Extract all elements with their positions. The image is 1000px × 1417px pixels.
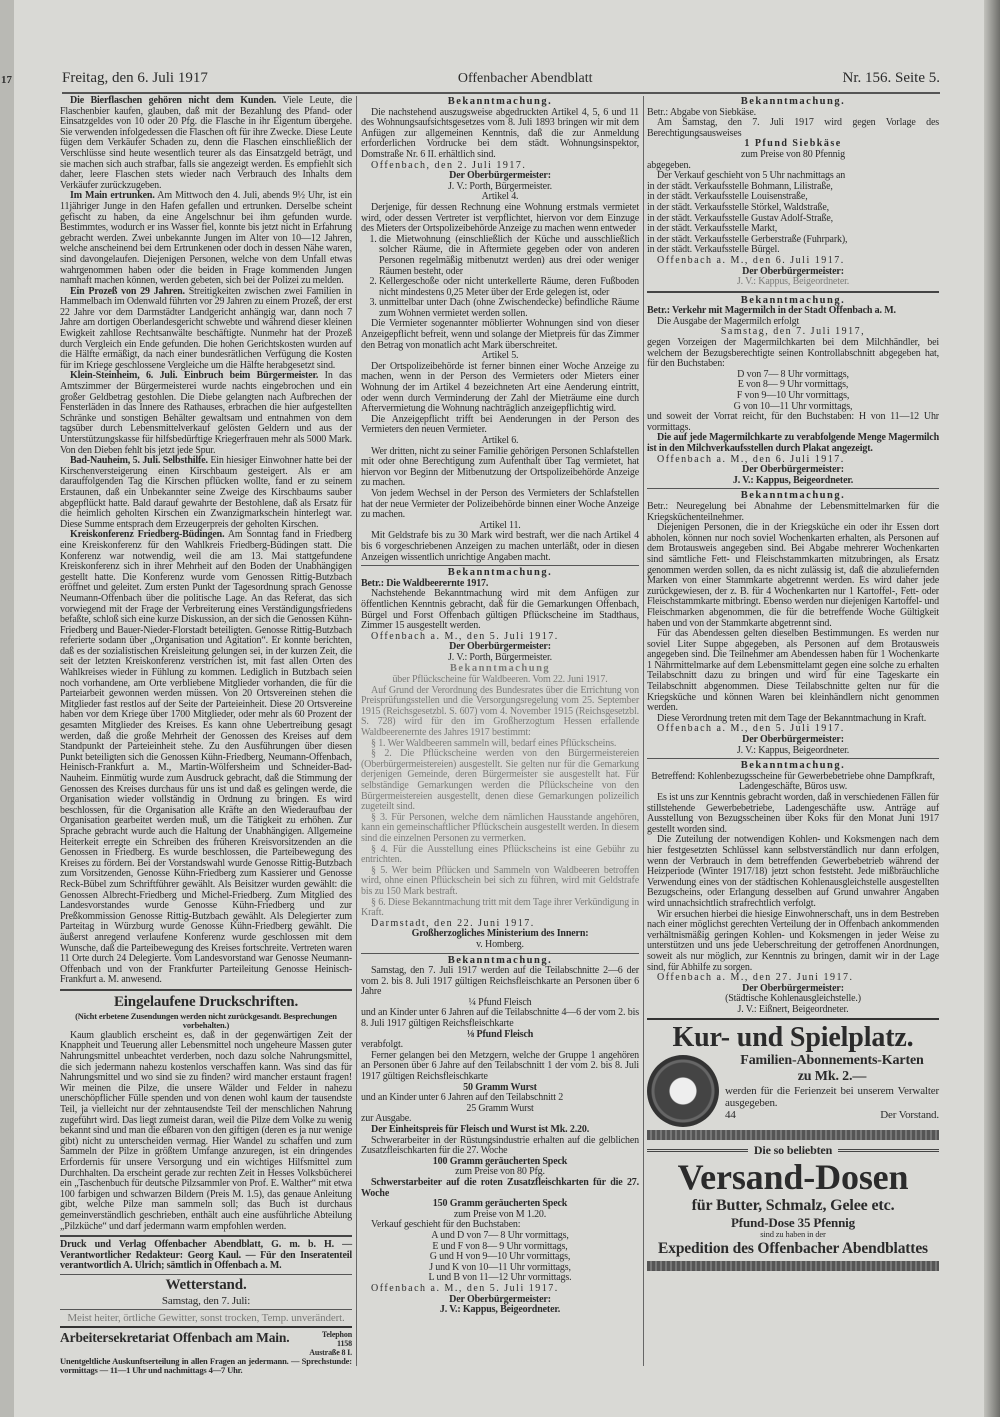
- weather-date: Samstag, den 7. Juli:: [161, 1294, 251, 1307]
- article-text: Kaum glaublich erscheint es, daß in der gegenwärtigen Zeit der Knappheit und Teuerung aller Lebensmittel noch ungeheure Massen guter Nahrungsmittel unbeachtet verderben, noch dazu solche Nahrungsmittel, die sich jedermann nahezu kostenlos verschaffen kann. Was sind das für Nahrungsmittel und wo sind sie zu finden? wird mancher erstaunt fragen! Wir meinen die Pilze, die unsere Wälder und Felder in nahezu unerschöpflicher Fülle spenden und von denen wohl kaum der tausendste Teil, ja vielleicht nur der zehntausendste Teil der menschlichen Nahrung zugeführt wird. Das liegt zumeist daran, weil die Pilze dem Volke zu wenig bekannt sind und man die eßbaren von den giftigen (deren es ja nur wenige gibt) nicht zu unterscheiden vermag. Hier Wandel zu schaffen und zum Sammeln der Pilze in größtem Umfange anzuregen, ist ein dringendes Erfordernis für unsere Versorgung und ein wichtiges Hilfsmittel zum Durchhalten. Da erscheint gerade zur rechten Zeit in Hesses Volksbücherei ein „Taschenbuch für deutsche Pilzsammler von Prof. E. Walther“ mit etwa 100 farbigen und schwarzen Bildern (Preis M. 1.5), das genaue Anleitung gibt, welche Pilze man sammeln soll; das Buch ist durchaus gemeinverständlich geschrieben, enthält auch eine ausführliche Abteilung „Pilzküche“ und darf jedermann warm empfohlen werden.: [60, 1029, 352, 1232]
- notice-text: Der Verkauf geschieht von 5 Uhr nachmittags an: [657, 170, 846, 182]
- schedule-line: J und K von 10—11 Uhr vormittags,: [429, 1261, 571, 1273]
- article-lead: Klein-Steinheim, 6. Juli. Einbruch beim Bürgermeister.: [70, 370, 319, 382]
- notice-place-date: Darmstadt, den 22. Juni 1917.: [371, 917, 535, 929]
- notice-signer: J. V.: Kappus, Beigeordneter.: [732, 474, 854, 486]
- column-notices-and-ads: [647, 96, 939, 1274]
- ad-price: Pfund-Dose 35 Pfennig: [731, 1215, 855, 1231]
- article-lead: Die Bierflaschen gehören nicht dem Kunden.: [70, 95, 277, 106]
- notice-text: Am Samstag, den 7. Juli 1917 wird gegen Vorlage des Berechtigungsausweises: [647, 117, 939, 139]
- notice-subject: Betr.: Die Waldbeerernte 1917.: [361, 577, 489, 589]
- notice-text: Nachstehende Bekanntmachung wird mit dem Anfügen zur öffentlichen Kenntnis gebracht, daß für die Gemarkungen Offenbach, Bürgel und Forst Offenbach gültigen Pflückscheine im Stadthaus, Zimmer 15 ausgestellt werden.: [361, 588, 639, 632]
- notice-text: Es ist uns zur Kenntnis gebracht worden, daß in verschiedenen Fällen für stillstehende Gewerbebetriebe, Ladengeschäfte usw. Anträge auf Ausstellung von Bezugsscheinen über Koks für den Monat Juni 1917 gestellt worden sind.: [647, 792, 939, 835]
- notice-title: Bekanntmachung.: [740, 96, 846, 107]
- notice-office: Der Oberbürgermeister:: [742, 265, 844, 277]
- list-item: 3. unmittelbar unter Dach (ohne Zwischendecke) befindliche Räume zum Wohnen vermietet werden sollen.: [379, 298, 639, 319]
- ration-price: zum Preise von 80 Pfennig: [740, 148, 845, 160]
- notice-text: Wer dritten, nicht zu seiner Familie gehörigen Personen Schlafstellen mit oder ohne Berechtigung zum Aufenthalt über Tag vermietet, hat hiervon vor Beginn der Mitbenutzung der Ortspolizeibehörde Anzeige zu machen.: [361, 445, 639, 489]
- ad-price: zu Mk. 2.—: [797, 1069, 867, 1085]
- previous-page-edge: [0, 0, 15, 1417]
- notice-signer: v. Homberg.: [476, 938, 524, 950]
- previous-page-number: 17: [1, 74, 12, 86]
- notice-office: Der Oberbürgermeister:: [449, 1293, 551, 1305]
- ration-amount: 50 Gramm Wurst: [463, 1081, 537, 1093]
- issue-page-number: Nr. 156. Seite 5.: [842, 70, 940, 86]
- notice-text: Verkauf geschieht für den Buchstaben:: [371, 1219, 521, 1231]
- notice-title: Bekanntmachung.: [447, 567, 553, 579]
- article-number: Artikel 11.: [479, 519, 521, 531]
- notice-text: Die auf jede Magermilchkarte zu verabfolgende Menge Magermilch ist in den Milchverkaufsstellen durch Plakat angezeigt.: [647, 432, 939, 454]
- ad-kur-und-spielplatz: [647, 1018, 939, 1140]
- schedule-line: D von 7— 8 Uhr vormittags,: [737, 368, 849, 380]
- book-binding-edge: [984, 0, 1000, 1417]
- article-text: Am Mittwoch den 4. Juli, abends 9½ Uhr, ist ein 11jähriger Junge in den Hafen gefallen und ertrunken. Derselbe scheint gefischt zu haben, da eine Angelschnur bei ihm gefunden wurde. Bestimmtes, wodurch er ins Wasser fiel, konnte bis jetzt nicht in Erfahrung gebracht werden. Zwei unbekannte Jungen im Alter von 10—12 Jahren, welche anscheinend bei dem Ertrunkenen oder doch in dessen Nähe waren, sind davongelaufen. Diejenigen Personen, welche von dem Unfall etwas wahrgenommen haben oder die beiden in Frage kommenden Jungen namhaft machen können, werden gebeten, sich bei der Polizei zu melden.: [60, 190, 352, 287]
- notice-title: Bekanntmachung.: [740, 490, 846, 502]
- double-rule: [647, 1149, 748, 1152]
- column-announcements: [361, 96, 639, 1316]
- notice-signer: J. V.: Kappus, Beigeordneter.: [439, 1304, 561, 1316]
- column-divider: [643, 96, 644, 1366]
- article-lead: Bad-Nauheim, 5. Juli. Selbsthilfe.: [70, 455, 208, 467]
- notice-subject: Betr.: Abgabe von Siebkäse.: [647, 106, 756, 118]
- notice-title: Bekanntmachung.: [447, 96, 553, 107]
- schedule-line: A und D von 7— 8 Uhr vormittags,: [431, 1229, 569, 1241]
- ad-subtitle: Familien-Abonnements-Karten: [740, 1053, 924, 1069]
- ration-price: zum Preise von 80 Pfg.: [455, 1166, 545, 1178]
- notice-text: Die Ausgabe der Magermilch erfolgt: [657, 315, 800, 327]
- notice-text: Auf Grund der Verordnung des Bundesrates über die Errichtung von Preisprüfungsstellen und die Versorgungsregelung vom 25. September 1915 (Reichsgesetzbl. S. 607) vom 4. November 1915 (Reichsgesetzbl. S. 728) wird für den im Großherzogtum Hessen erfallende Waldbeerenernte des Jahres 1917 bestimmt:: [361, 684, 639, 739]
- ad-arbeitersekretariat: [60, 1326, 352, 1376]
- notice-signer: J. V.: Eißnert, Beigeordneter.: [737, 1003, 849, 1015]
- notice-text: zur Ausgabe.: [361, 1113, 412, 1125]
- notice-office: Der Oberbürgermeister:: [449, 170, 551, 182]
- ad-text: Unentgeltliche Auskunftserteilung in allen Fragen an jedermann. — Sprechstunde: vormittags — 11—1 Uhr und nachmittags 4—7 Uhr.: [60, 1355, 352, 1376]
- issue-date: Freitag, den 6. Juli 1917: [62, 70, 208, 86]
- notice-subject: Betr.: Verkehr mit Magermilch in der Stadt Offenbach a. M.: [647, 305, 896, 317]
- divider: [361, 953, 639, 954]
- ad-text: werden für die Ferienzeit bei unserem Verwalter ausgegeben.: [725, 1085, 939, 1110]
- article: [60, 456, 352, 530]
- article: [60, 287, 352, 372]
- weather-title: Wetterstand.: [165, 1276, 247, 1293]
- notice-text: gegen Vorzeigen der Magermilchkarten bei dem Milchhändler, bei welchem der Bezugsberechtigte seinen Kontrollabschnitt abgegeben hat, für den Buchstaben:: [647, 337, 939, 370]
- notice-text: Für das Abendessen gelten dieselben Bestimmungen. Es werden nur soviel Liter Suppe abgegeben, als Personen auf dem Brotausweis angegeben sind. Die Teilnehmer am Abendessen haben für 1 Wochenkarte 1 Nährmittelmarke auf dem Lebensmittelamt gegen eine solche zu erhalten Teilabschnitt dazu zu bringen und wird für eine Tageskarte ein Teilabschnitt abgenommen. Diese Teilabschnitte gelten nur für die Kriegsküche und können Waren bei kleinhändlern nicht genommen werden.: [647, 628, 939, 714]
- ad-text: sind zu haben in der: [760, 1229, 826, 1240]
- divider: [60, 1309, 352, 1310]
- schedule-line: F von 9—10 Uhr vormittags,: [736, 390, 850, 402]
- notice-text: Die Anzeigepflicht trifft bei Aenderungen in der Person des Vermieters den neuen Vermieter.: [361, 413, 639, 436]
- paragraph-item: § 3. Für Personen, welche dem nämlichen Hausstande angehören, kann ein gemeinschaftlicher Pflückschein ausgestellt werden. In diesem sind die einzelnen Personen zu vermerken.: [361, 811, 639, 844]
- notice-text: Mit Geldstrafe bis zu 30 Mark wird bestraft, wer die nach Artikel 4 bis 6 vorgeschriebenen Anzeigen zu machen unterläßt, oder in diesen Anzeigen wissentlich unrichtige Angaben macht.: [361, 530, 639, 563]
- article-lead: Ein Prozeß von 29 Jahren.: [70, 285, 185, 297]
- weather-forecast: Meist heiter, örtliche Gewitter, sonst trocken, Temp. unverändert.: [67, 1311, 345, 1324]
- ration-amount: 1 Pfund Siebkäse: [744, 138, 842, 150]
- notice-faded: [361, 664, 639, 918]
- unit-price: Der Einheitspreis für Fleisch und Wurst ist Mk. 2.20.: [371, 1124, 590, 1135]
- notice-place-date: Offenbach, den 2. Juli 1917.: [371, 159, 527, 171]
- column-divider: [356, 96, 357, 1366]
- paragraph-item: § 1. Wer Waldbeeren sammeln will, bedarf eines Pflückscheins.: [371, 737, 617, 749]
- notice-text: und an Kinder unter 6 Jahren auf den Teilabschnitt 2: [361, 1092, 564, 1104]
- article-lead: Kreiskonferenz Friedberg-Büdingen.: [70, 529, 225, 541]
- article: [60, 96, 352, 191]
- notice-text: abgegeben.: [647, 159, 691, 171]
- notice-place-date: Offenbach a. M., den 5. Juli 1917.: [657, 723, 845, 735]
- article: [60, 191, 352, 286]
- notice-date: Samstag, den 7. Juli 1917,: [720, 326, 866, 338]
- schedule-line: G und H von 9—10 Uhr vormittags,: [429, 1251, 571, 1263]
- notice-text: Schwerarbeiter in der Rüstungsindustrie erhalten auf die gelblichen Zusatzfleischkarten für die 27. Woche: [361, 1134, 639, 1157]
- paragraph-item: § 5. Wer beim Pflücken und Sammeln von Waldbeeren betroffen wird, ohne einen Pflückschein bei sich zu führen, wird mit Geldstrafe bis zu 150 Mark bestraft.: [361, 864, 639, 897]
- section-title: Eingelaufene Druckschriften.: [113, 993, 299, 1010]
- shop-line: in der städt. Verkaufsstelle Louisenstraße,: [647, 191, 808, 203]
- shop-line: in der städt. Verkaufsstelle Markt,: [647, 223, 778, 235]
- notice-text: und an Kinder unter 6 Jahren auf die Teilabschnitte 4—6 der vom 2. bis 8. Juli 1917 gültigen Reichsfleischkarte: [361, 1007, 639, 1030]
- notice-text: Schwerstarbeiter auf die roten Zusatzfleischkarten für die 27. Woche: [361, 1176, 639, 1199]
- schedule-line: L und B von 11—12 Uhr vormittags.: [428, 1272, 572, 1284]
- schedule-line: G von 10—11 Uhr vormittags,: [733, 400, 853, 412]
- newspaper-title: Offenbacher Abendblatt: [457, 71, 593, 86]
- divider: [361, 565, 639, 566]
- ad-pretitle: Die so beliebten: [753, 1143, 833, 1158]
- notice-subject: Betr.: Neuregelung bei Abnahme der Lebensmittelmarken für die Kriegsküchenteilnehmer.: [647, 500, 939, 523]
- schedule-line: E von 8— 9 Uhr vormittags,: [737, 379, 849, 391]
- ration-amount: ¼ Pfund Fleisch: [468, 996, 532, 1008]
- notice-text: Die Zuteilung der notwendigen Kohlen- und Koksmengen nach dem hier festgesetzten Schlüssel kann selbstverständlich nur dann erfolgen, wenn der Verbrauch in dem betreffenden Gewerbebetrieb während der Heizperiode (Winter 1917/18) jetzt schon feststeht. Jede mißbräuchliche Verwendung eines von der städtischen Kohlenausgleichstelle ausgestellten Bezugscheins, oder Erlangung desselben auf Grund unwahrer Angaben wird unnachsichtlich strafrechtlich verfolgt.: [647, 834, 939, 909]
- notice-text: Die Vermieter sogenannter möblierter Wohnungen sind von dieser Anzeigepflicht befreit, wenn und solange der Mietpreis für das Zimmer den Betrag von monatlich acht Mark überschreitet.: [361, 318, 639, 351]
- ad-title: Versand-Dosen: [677, 1157, 909, 1198]
- ration-amount: 150 Gramm geräucherten Speck: [432, 1198, 568, 1210]
- notice-place-date: Offenbach a. M., den 6. Juli 1917.: [657, 453, 845, 465]
- section-note: (Nicht erbetene Zusendungen werden nicht zurückgesandt. Besprechungen vorbehalten.): [75, 1010, 337, 1031]
- notice-title: Bekanntmachung.: [740, 760, 846, 772]
- notice-place-date: Offenbach a. M., den 27. Juni 1917.: [657, 972, 854, 984]
- notice-place-date: Offenbach a. M., den 5. Juli 1917.: [371, 630, 559, 642]
- notice-text: Ferner gelangen bei den Metzgern, welche der Gruppe 1 angehören an Personen über 6 Jahre auf den Teilabschnitt 1 der vom 2. bis 8. Juli 1917 gültigen Reichsfleischkarte: [361, 1049, 639, 1083]
- divider: [60, 1235, 352, 1237]
- notice-signer: J. V.: Kappus, Beigeordneter.: [736, 276, 850, 288]
- masthead: [62, 70, 940, 90]
- notice-text: Von jedem Wechsel in der Person des Vermieters der Schlafstellen hat der neue Vermieter der Polizeibehörde binnen einer Woche Anzeige zu machen.: [361, 487, 639, 521]
- ad-versand-dosen: [647, 1143, 939, 1271]
- notice-place-date: Offenbach a. M., den 6. Juli 1917.: [657, 254, 845, 266]
- article-number: Artikel 6.: [481, 435, 519, 446]
- shop-line: in der städt. Verkaufsstelle Gerberstraße (Fuhrpark),: [647, 233, 848, 245]
- paragraph-item: § 6. Diese Bekanntmachung tritt mit dem Tage ihrer Verkündigung in Kraft.: [361, 896, 639, 919]
- notice-office: Der Oberbürgermeister:: [449, 641, 551, 653]
- masthead-rule: [62, 92, 940, 94]
- article-text: In das Amtszimmer der Bürgermeisterei wurde nachts eingebrochen und ein großer Geldbetrag gestohlen. Die Diebe gelangten nach Aufbrechen der Fensterläden in das Innere des Rathauses, erbrachen die hier aufgestellten Schränke und sonstigen Behälter gewaltsam und entnahmen von dem tagsüber durch Lebensmittelverkauf gelösten Geldern und aus der Unterstützungskasse für hilfsbedürftige Kriegerfrauen mehr als 5000 Mark. Von den Dieben fehlt bis jetzt jede Spur.: [60, 370, 352, 456]
- divider: [60, 989, 352, 991]
- notice-text: verabfolgt.: [361, 1039, 403, 1051]
- notice-signer: J. V.: Kappus, Beigeordneter.: [736, 744, 850, 756]
- divider: [60, 1274, 352, 1275]
- double-rule: [838, 1149, 939, 1152]
- shop-line: in der städt. Verkaufsstelle Störkel, Waldstraße,: [647, 201, 829, 213]
- notice-signer: J. V.: Porth, Bürgermeister.: [448, 180, 552, 192]
- notice-subject: Betreffend: Kohlenbezugsscheine für Gewerbebetriebe ohne Dampfkraft, Ladengeschäfte, Büros usw.: [651, 770, 935, 793]
- notice-text: Der Ortspolizeibehörde ist ferner binnen einer Woche Anzeige zu machen, wenn in der Person des Vermieters oder Mieters einer Wohnung der im Artikel 4 bezeichneten Art eine Aenderung eintritt, oder wenn durch Verminderung der Zahl der Mieträume eine durch Aftervermietung die Wohnung nachträglich anzeigepflichtig wird.: [361, 360, 639, 415]
- divider: [647, 488, 939, 489]
- article-text: Streitigkeiten zwischen zwei Familien in Hammelbach im Odenwald führten vor 29 Jahren zu einem Prozeß, der erst 22 Jahre vor dem Darmstädter Landgericht anhängig war, dann noch 7 Jahre am dortigen Oberlandesgericht schwebte und während dieser kleinen Ewigkeit zahllose Rechtsanwälte beschäftigte. Nunmehr hat der Prozeß durch Vergleich ein Ende gefunden. Die hohen Gerichtskosten wurden auf die Hälfte ermäßigt, da nach einer bundesrätlichen Verfügung die Kosten für im Kriege geschlossene Vergleiche um die Hälfte herabgesetzt sind.: [60, 285, 352, 371]
- article: [60, 530, 352, 986]
- schedule-line: E und F von 8— 9 Uhr vormittags,: [432, 1240, 568, 1252]
- article-number: Artikel 4.: [481, 191, 519, 203]
- shop-line: in der städt. Verkaufsstelle Bohmann, Lilistraße,: [647, 180, 833, 192]
- ad-reference-number: 44: [725, 1109, 736, 1122]
- ad-title: Arbeitersekretariat Offenbach am Main.: [60, 1329, 290, 1345]
- article-list: [361, 235, 639, 320]
- shop-line: in der städt. Verkaufsstelle Gustav Adolf-Straße,: [647, 212, 834, 224]
- ad-sender: Der Vorstand.: [880, 1109, 939, 1122]
- column-local-news: [60, 96, 352, 1376]
- notice-text: Diejenigen Personen, die in der Kriegsküche ein oder ihr Essen dort abholen, können nur noch soviel Wochenkarten erhalten, als Personen auf dem Brotausweis angegeben sind. Bei Abgabe mehrerer Wochenkarten sind sämtliche Fett- und Fleischstammkarten mitzubringen, als Ersatz genommen werden sollen, da es nicht zulässig ist, daß die abzuliefernden Marken von einer Stammkarte abgetrennt werden. Es wird daher jede zurückgewiesen, der z. B. für 4 Wochenkarten nur 1 Kartoffel-, Fett- oder Fleischstammkarte mitbringt. Ebenso werden nur diejenigen Kartoffel- und Fleischmarken abgenommen, die für die betreffende Woche Gültigkeit haben und von der Stammkarte abgetrennt sind.: [647, 522, 939, 629]
- notice-office: Der Oberbürgermeister:: [742, 734, 844, 746]
- shop-line: in der städt. Verkaufsstelle Bürgel.: [647, 244, 780, 256]
- notice-place-date: Offenbach a. M., den 5. Juli 1917.: [371, 1282, 559, 1294]
- imprint: Druck und Verlag Offenbacher Abendblatt, G. m. b. H. — Verantwortlicher Redakteur: Georg Kaul. — Für den Inseratenteil verantwortlich A. Ulrich; sämtlich in Offenbach a. M.: [60, 1239, 352, 1272]
- notice-title: Bekanntmachung: [449, 663, 551, 675]
- article-text: Ein hiesiger Einwohner hatte bei der Kirschenversteigerung einen Kirschbaum gesteigert. Als er am darauffolgenden Tag die Kirschen pflücken wollte, fand er zu seinem Erstaunen, daß ein Unbekannter seine Zweige des Kirschbaums sauber abgepflückt hatte. Bald darauf gewahrte der Bestohlene, daß als Ersatz für die heimlich geholten Kirschen ein Zwanzigmarkschein hinterlegt war. Diese Summe entsprach dem Erzeugerpreis der geholten Kirschen.: [60, 455, 352, 530]
- ration-amount: 25 Gramm Wurst: [466, 1102, 534, 1114]
- seal-emblem-icon: [647, 1055, 719, 1127]
- notice-signer: J. V.: Porth, Bürgermeister.: [448, 651, 552, 663]
- article-lead: Im Main ertrunken.: [70, 190, 155, 202]
- article-number: Artikel 5.: [481, 350, 519, 362]
- notice-text: Die nachstehend auszugsweise abgedruckten Artikel 4, 5, 6 und 11 des Wohnungsaufsichtsgesetzes vom 8. Juli 1893 bringen wir mit dem Anfügen zur allgemeinen Kenntnis, daß die zur Anmeldung erforderlichen Vordrucke bei dem städt. Wohnungsinspektor, Domstraße Nr. 6 II. erhältlich sind.: [361, 106, 639, 160]
- notice-title: Bekanntmachung.: [740, 294, 846, 306]
- notice-text: Derjenige, für dessen Rechnung eine Wohnung erstmals vermietet wird, oder dessen Vertreter ist verpflichtet, hiervon vor dem Einzuge des Mieters der Ortspolizeibehörde Anzeige zu machen wenn entweder: [361, 201, 639, 235]
- decorative-bar: [647, 1261, 939, 1271]
- notice-text: Wir ersuchen hierbei die hiesige Einwohnerschaft, uns in dem Bestreben nach einer möglichst gerechten Verteilung der in Offenbach ankommenden verhältnismäßig geringen Kohlen- und Koksmengen in jeder Weise zu unterstützen und uns jede Ueberschreitung der getroffenen Anordnungen, soweit als nur möglich, zur Kenntnis zu bringen, damit wir in der Lage sind, für Abhilfe zu sorgen.: [647, 908, 939, 973]
- notice-text: und soweit der Vorrat reicht, für den Buchstaben: H von 11—12 Uhr vormittags.: [647, 411, 939, 433]
- notice-office: (Städtische Kohlenausgleichstelle.): [725, 993, 861, 1005]
- divider: [647, 291, 939, 293]
- notice-text: Diese Verordnung treten mit dem Tage der Bekanntmachung in Kraft.: [657, 712, 927, 724]
- notice-office: Großherzogliches Ministerium des Innern:: [411, 928, 589, 940]
- article: [60, 371, 352, 456]
- notice-office: Der Oberbürgermeister:: [742, 982, 844, 994]
- notice-title: Bekanntmachung.: [447, 954, 553, 966]
- article-text: Am Sonntag fand in Friedberg eine Kreiskonferenz für den Wahlkreis Friedberg-Büdingen statt. Die Konferenz war notwendig, weil die am 13. Mai stattgefundene Kreiskonferenz sich in ihrer Mehrheit auf den Boden der Unabhängigen gestellt hatte. Die Konferenz wurde vom Genossen Rittig-Butzbach eröffnet und geleitet. Zum ersten Punkt der Tagesordnung sprach Genosse Neumann-Offenbach über die politische Lage. An das Referat, das sich vorwiegend mit der Frage der Verbreiterung eines Verständigungsfriedens befaßte, schloß sich eine kurze Diskussion, an der sich die Genossen Kühn-Friedberg und Bauer-Nieder-Florstadt beteiligten. Genosse Rittig-Butzbach referierte sodann über „Organisation und Agitation“. Er konnte berichten, daß es der sozialistischen Kreisleitung gelungen sei, in der kurzen Zeit, die seit der letzten Kreiskonferenz verstrichen ist, mit fast allen Orten des Wahlkreises wieder in Fühlung zu kommen. Lediglich in Butzbach seien noch vorhandene, am Orte verbliebene Mitglieder vorhanden, die für die Parteiarbeit gewonnen werden müssen. Von 20 Ortsvereinen stehen die Mitglieder fast restlos auf der Seite der Parteieinheit. Diese 20 Ortsvereine haben vor dem Kriege über 1700 Mitglieder, oder mehr als 60 Prozent der gesamten Mitglieder des Kreises. Es kann ohne Uebertreibung gesagt werden, daß die große Mehrheit der Genossen des Kreises auf dem Standpunkt der Parteieinheit stehe. Zu den Ausführungen über diesen Punkt beteiligten sich die Genossen Kühn-Friedberg, Neumann-Offenbach, Heinisch-Frankfurt a. M., Martin-Wölfersheim und Schneider-Bad-Nauheim. Einmütig wurde zum Ausdruck gebracht, daß die Stimmung der Genossen des Kreises durchaus für uns ist und daß es gelingen werde, die Organisation wieder vollständig in Ordnung zu bringen. Es wird beschlossen, für die Organisation alle Kräfte an den Wiederaufbau der Organisation gearbeitet werden muß, um die Tätigkeit zu erhöhen. Zur Sprache gebracht wurde auch die Haltung der Unabhängigen. Allgemeine Heiterkeit erregte ein Schreiben des früheren Kreisvorsitzenden an die Genossen in Friedberg. Es wurde beschlossen, die Parteibewegung des Kreises zu fördern. Bei der Vorstandswahl wurde Genosse Rittig-Butzbach zum Vorsitzenden, Genosse Kühn-Friedberg zum Kassierer und Genosse Reck-Bübel zum Schriftführer gewählt. Als Beisitzer wurden gewählt: die Genossen Albrecht-Friedberg und Michel-Friedberg. Zum Mitglied des Landesvorstandes wurde Genosse Kühn-Friedberg und zur Preßkommission Genosse Rittig-Butzbach gewählt. Als Delegierter zum Parteitag in Würzburg wurde Genosse Kühn-Friedberg gewählt. Die äußerst anregend verlaufene Konferenz wurde geschlossen mit dem Wunsche, daß die Parteibewegung des Kreises fortschreite. Vertreten waren 11 Orte durch 24 Delegierte. Vom Landesvorstand war Genosse Neumann-Offenbach und von der Frankfurter Parteileitung Genosse Heinisch-Frankfurt a. M. anwesend.: [60, 529, 352, 986]
- ad-title: Kur- und Spielplatz.: [672, 1022, 914, 1054]
- divider: [647, 758, 939, 759]
- paragraph-item: § 2. Die Pflückscheine werden von den Bürgermeistereien (Oberbürgermeistereien) ausgestellt. Sie gelten nur für die Gemarkung derjenigen Gemeinde, deren Bürgermeister sie ausgestellt hat. Für selbständige Gemarkungen werden die Pflückscheine von den Bürgermeistereien ausgestellt, denen diese Gemarkungen polizeilich zugeteilt sind.: [361, 748, 639, 813]
- notice-office: Der Oberbürgermeister:: [742, 464, 844, 476]
- ad-phone: Telephon 1158 Austraße 8 I.: [309, 1329, 352, 1357]
- ration-price: zum Preise von M 1.20.: [453, 1208, 547, 1220]
- list-item: 1. die Mietwohnung (einschließlich der Küche und ausschließlich solcher Räume, die in Aftermiete gegeben oder von anderen Personen regelmäßig mitbenutzt werden) aus drei oder weniger Räumen besteht, oder: [379, 235, 639, 277]
- ration-amount: 100 Gramm geräucherten Speck: [432, 1155, 568, 1167]
- notice-text: Samstag, den 7. Juli 1917 werden auf die Teilabschnitte 2—6 der vom 2. bis 8. Juli 1917 gültigen Reichsfleischkarte an Personen über 6 Jahre: [361, 965, 639, 998]
- article-text: Viele Leute, die Flaschenbier kaufen, glauben, daß mit der Bezahlung des Pfand- oder Einsatzgeldes von 10 oder 20 Pfg. die Flasche in ihr Eigentum übergehe. Sie verwenden infolgedessen die Flaschen oft für ihre Zwecke. Diese Leute fügen dem Verkäufer Schaden zu, denn die Flaschen einschließlich der Verschlüsse sind heute wesentlich teurer als das Einsatzgeld beträgt, und sie machen sich auch strafbar, falls sie angezeigt werden. Es empfiehlt sich daher, leere Flaschen stets wieder nach Verbrauch des Inhalts dem Verkäufer zurückzugeben.: [60, 95, 352, 191]
- paragraph-item: § 4. Für die Ausstellung eines Pflückscheins ist eine Gebühr zu entrichten.: [361, 843, 639, 866]
- ration-amount: ⅛ Pfund Fleisch: [466, 1028, 534, 1040]
- ad-subtitle: für Butter, Schmalz, Gelee etc.: [691, 1197, 895, 1215]
- notice-subject: über Pflückscheine für Waldbeeren. Vom 22. Juni 1917.: [392, 674, 608, 686]
- ad-location: Expedition des Offenbacher Abendblattes: [658, 1239, 928, 1257]
- decorative-bar: [647, 1130, 939, 1140]
- list-item: 2. Kellergeschoße oder nicht unterkellerte Räume, deren Fußboden nicht mindestens 0,25 Meter über der Erde gelegen ist, oder: [379, 277, 639, 298]
